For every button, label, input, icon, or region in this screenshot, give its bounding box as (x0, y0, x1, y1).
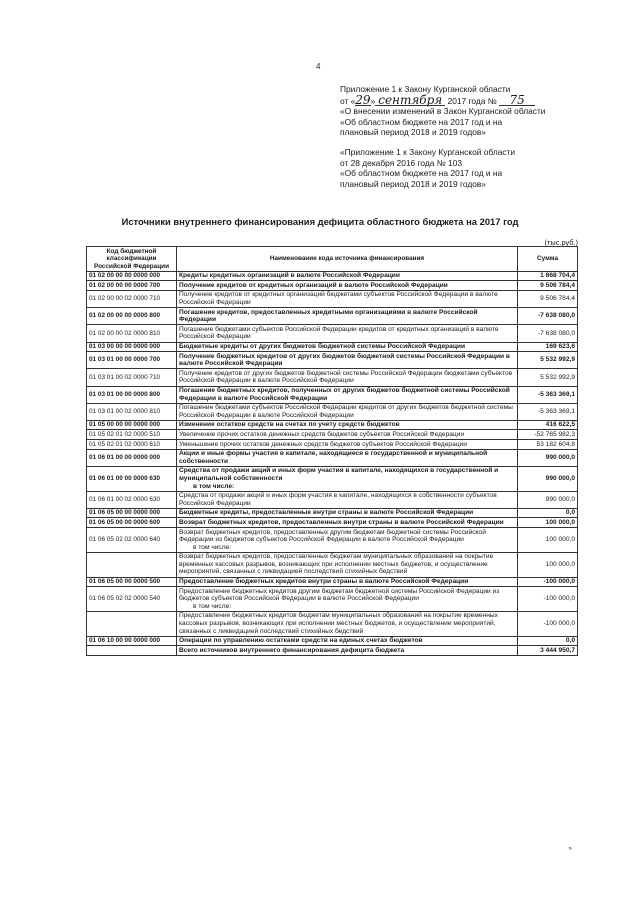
row-name-cell (177, 528, 518, 553)
row-name-cell (177, 420, 518, 430)
row-sum: 5 532 992,9 (518, 352, 578, 369)
row-sub-label: в том числе: (193, 602, 232, 610)
row-code: 01 06 05 02 02 0000 540 (87, 587, 177, 612)
row-sum: 9 506 784,4 (518, 281, 578, 291)
row-name-cell (177, 342, 518, 352)
row-name: Возврат бюджетных кредитов, предоставленных другим бюджетам бюджетной системы Российской Федерации из бюджетов субъектов Российской Федерации в валюте Российской Федерации (179, 528, 486, 544)
row-name-cell (177, 508, 518, 518)
table-row (87, 552, 578, 577)
row-name: Получение бюджетных кредитов от других бюджетов бюджетной системы Российской Федерации в валюте Российской Федерации (179, 352, 510, 368)
row-name-cell (177, 587, 518, 612)
row-code: 01 06 01 00 00 0000 000 (87, 449, 177, 466)
row-name-cell (177, 577, 518, 587)
row-code: 01 03 01 00 00 0000 800 (87, 386, 177, 403)
row-code: 01 02 00 00 02 0000 810 (87, 325, 177, 342)
table-row (87, 271, 578, 281)
row-name: Предоставление бюджетных кредитов другим бюджетам бюджетной системы Российской Федерации из бюджетов субъектов Российской Федерации в валюте Российской Федерации (179, 587, 500, 603)
table-row (87, 449, 578, 466)
appendix-header (340, 84, 610, 138)
row-sum: 416 622,5 (518, 420, 578, 430)
row-sub-label: в том числе: (193, 482, 235, 490)
row-name: Получение кредитов от кредитных организаций бюджетами субъектов Российской Федерации в валюте Российской Федерации (179, 291, 498, 307)
table-row (87, 646, 578, 656)
corner-mark: » (568, 846, 572, 852)
row-name-cell (177, 325, 518, 342)
table-row (87, 466, 578, 491)
row-sum: 990 000,0 (518, 491, 578, 508)
appendix-line-4: «Об областном бюджете на 2017 год и на (340, 116, 503, 127)
row-name: Предоставление бюджетных кредитов бюджетам муниципальных образований на покрытие временных кассовых разрывов, возникающих при исполнении местных бюджетов, и осуществление мероприятий, связанных с ликвидацией последствий стихийных бедствий (179, 612, 498, 635)
row-sum: -7 638 080,0 (518, 308, 578, 325)
row-name-cell (177, 646, 518, 656)
appendix-line-3: «О внесении изменений в Закон Курганской области (340, 106, 546, 117)
table-row (87, 420, 578, 430)
row-name-cell (177, 352, 518, 369)
prev-line-4: плановый период 2018 и 2019 годов» (340, 178, 486, 189)
row-code: 01 05 02 01 02 0000 610 (87, 440, 177, 450)
row-name: Предоставление бюджетных кредитов внутри страны в валюте Российской Федерации (179, 578, 469, 586)
table-row (87, 325, 578, 342)
row-name-cell (177, 281, 518, 291)
header-code: Код бюджетной классификации Российской Федерации (87, 247, 177, 272)
table-row (87, 518, 578, 528)
law-number-handwritten: 75 (499, 95, 535, 106)
row-sum: -52 765 982,3 (518, 430, 578, 440)
date-sep: » (370, 95, 376, 106)
row-sum: -5 363 369,1 (518, 403, 578, 420)
row-name: Средства от продажи акций и иных форм участия в капитале, находящихся в собственности субъектов Российской Федерации (179, 492, 497, 507)
table-header-row (87, 247, 578, 272)
table-row (87, 290, 578, 307)
row-code: 01 06 05 00 00 0000 600 (87, 518, 177, 528)
row-sum: 100 000,0 (518, 552, 578, 577)
table-row (87, 611, 578, 636)
document-title: Источники внутреннего финансирования дефицита областного бюджета на 2017 год (121, 216, 519, 227)
row-code: 01 06 01 00 02 0000 630 (87, 491, 177, 508)
row-name: Кредиты кредитных организаций в валюте Российской Федерации (179, 272, 400, 280)
row-code: 01 03 00 00 00 0000 000 (87, 342, 177, 352)
date-month-handwritten: сентября (375, 95, 445, 106)
row-name: Операции по управлению остатками средств на единых счетах бюджетов (179, 637, 423, 645)
table-row (87, 342, 578, 352)
row-code: 01 03 01 00 02 0000 810 (87, 403, 177, 420)
row-name-cell (177, 290, 518, 307)
units-label: (тыс.руб.) (544, 238, 578, 247)
date-prefix: от « (340, 95, 356, 106)
table-row (87, 386, 578, 403)
row-code (87, 552, 177, 577)
row-sum: 100 000,0 (518, 518, 578, 528)
row-sum: 3 444 950,7 (518, 646, 578, 656)
row-name: Погашение бюджетных кредитов, полученных от других бюджетов бюджетной системы Российской Федерации в валюте Российской Федерации (179, 387, 510, 402)
row-name: Возврат бюджетных кредитов, предоставленных внутри страны в валюте Российской Федерации (179, 518, 504, 526)
row-sum: 990 000,0 (518, 466, 578, 491)
row-name: Погашение бюджетами субъектов Российской Федерации кредитов от кредитных организаций в валюте Российской Федерации (179, 325, 499, 341)
row-sum: -7 638 080,0 (518, 325, 578, 342)
date-day-handwritten: 29 (355, 92, 371, 107)
row-code: 01 02 00 00 00 0000 700 (87, 281, 177, 291)
row-name-cell (177, 449, 518, 466)
row-name-cell (177, 466, 518, 491)
table-row (87, 308, 578, 325)
appendix-date-line (340, 92, 610, 107)
row-sum: -100 000,0 (518, 587, 578, 612)
row-name-cell (177, 440, 518, 450)
row-code: 01 06 01 00 00 0000 630 (87, 466, 177, 491)
row-code: 01 02 00 00 00 0000 800 (87, 308, 177, 325)
table-row (87, 281, 578, 291)
row-code (87, 646, 177, 656)
header-sum: Сумма (518, 247, 578, 272)
row-name: Средства от продажи акций и иных форм участия в капитале, находящихся в государственной и муниципальной собственности (179, 467, 499, 482)
row-code: 01 05 02 01 02 0000 510 (87, 430, 177, 440)
row-name-cell (177, 611, 518, 636)
row-name-cell (177, 308, 518, 325)
row-sum: 1 868 704,4 (518, 271, 578, 281)
row-name: Получение кредитов от других бюджетов бюджетной системы Российской Федерации бюджетами субъектов Российской Федерации в валюте Российской Федерации (179, 369, 513, 385)
row-code: 01 06 05 00 00 0000 000 (87, 508, 177, 518)
row-name: Бюджетные кредиты от других бюджетов бюджетной системы Российской Федерации (179, 343, 465, 351)
prev-line-1: «Приложение 1 к Закону Курганской области (340, 147, 516, 157)
row-name: Акции и иные формы участия в капитале, находящиеся в государственной и муниципальной собственности (179, 450, 488, 465)
row-name-cell (177, 491, 518, 508)
row-name-cell (177, 369, 518, 386)
prev-line-2: от 28 декабря 2016 года № 103 (340, 157, 463, 168)
row-sum: 100 000,0 (518, 528, 578, 553)
row-sum: 0,0 (518, 508, 578, 518)
row-name-cell (177, 636, 518, 646)
table-row (87, 491, 578, 508)
row-code: 01 06 05 00 00 0000 500 (87, 577, 177, 587)
row-code: 01 05 00 00 00 0000 000 (87, 420, 177, 430)
row-name-cell (177, 518, 518, 528)
financing-sources-table (86, 246, 578, 656)
row-name: Погашение бюджетами субъектов Российской Федерации кредитов от других бюджетов бюджетной системы Российской Федерации в валюте Российской Федерации (179, 404, 513, 419)
row-code: 01 06 10 00 00 0000 000 (87, 636, 177, 646)
row-code (87, 611, 177, 636)
appendix-line-1: Приложение 1 к Закону Курганской области (340, 84, 511, 94)
row-name: Погашение кредитов, предоставленных кредитными организациями в валюте Российской Федерации (179, 308, 478, 324)
row-code: 01 03 01 00 02 0000 710 (87, 369, 177, 386)
row-name-cell (177, 430, 518, 440)
page-number: 4 (316, 62, 321, 71)
table-row (87, 587, 578, 612)
appendix-line-5: плановый период 2018 и 2019 годов» (340, 127, 486, 138)
row-code: 01 03 01 00 00 0000 700 (87, 352, 177, 369)
row-name: Возврат бюджетных кредитов, предоставленных бюджетам муниципальных образований на покрытие временных кассовых разрывов, возникающих при исполнении местных бюджетов, и осуществление мероприятий, связанных с ликвидацией последствий стихийных бедствий (179, 553, 494, 576)
row-name: Изменение остатков средств на счетах по учету средств бюджетов (179, 421, 400, 429)
table-row (87, 430, 578, 440)
row-name-cell (177, 271, 518, 281)
table-row (87, 403, 578, 420)
row-name: Получение кредитов от кредитных организаций в валюте Российской Федерации (179, 281, 448, 289)
row-name: Бюджетные кредиты, предоставленные внутри страны в валюте Российской Федерации (179, 509, 474, 517)
row-sum: -100 000,0 (518, 611, 578, 636)
table-row (87, 369, 578, 386)
table-row (87, 528, 578, 553)
row-sum: 990 000,0 (518, 449, 578, 466)
row-sub-label: в том числе: (193, 543, 232, 551)
row-sum: 5 532 992,9 (518, 369, 578, 386)
table-row (87, 636, 578, 646)
row-sum: 0,0 (518, 636, 578, 646)
prev-line-3: «Об областном бюджете на 2017 год и на (340, 168, 503, 179)
row-sum: 9 506 784,4 (518, 290, 578, 307)
table-body (87, 271, 578, 655)
row-name-cell (177, 386, 518, 403)
row-sum: -100 000,0 (518, 577, 578, 587)
row-code: 01 06 05 02 02 0000 640 (87, 528, 177, 553)
table-row (87, 440, 578, 450)
row-code: 01 02 00 00 00 0000 000 (87, 271, 177, 281)
row-sum: -5 363 369,1 (518, 386, 578, 403)
row-name-cell (177, 552, 518, 577)
row-code: 01 02 00 00 02 0000 710 (87, 290, 177, 307)
row-sum: 53 182 604,8 (518, 440, 578, 450)
row-name-cell (177, 403, 518, 420)
header-name: Наименование кода источника финансирования (177, 247, 518, 272)
row-name: Увеличение прочих остатков денежных средств бюджетов субъектов Российской Федерации (179, 430, 465, 438)
table-row (87, 508, 578, 518)
row-name: Всего источников внутреннего финансирования дефицита бюджета (179, 646, 405, 654)
previous-appendix (340, 147, 610, 189)
row-sum: 169 623,6 (518, 342, 578, 352)
table-row (87, 577, 578, 587)
date-year: 2017 года № (447, 95, 497, 106)
row-name: Уменьшение прочих остатков денежных средств бюджетов субъектов Российской Федерации (179, 440, 467, 448)
table-row (87, 352, 578, 369)
